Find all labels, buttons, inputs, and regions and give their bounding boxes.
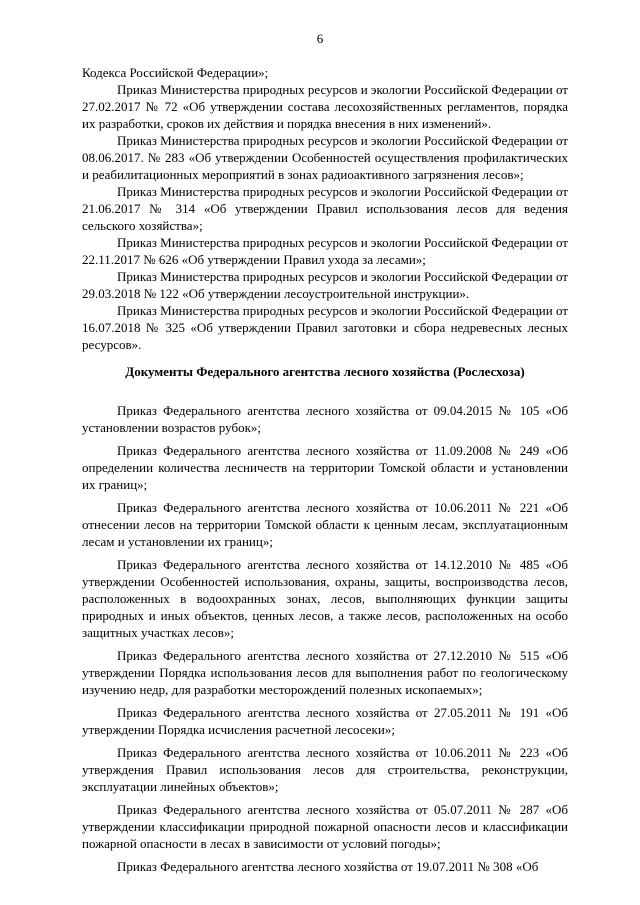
paragraph: Приказ Федерального агентства лесного хозяйства от 27.12.2010 № 515 «Об утверждении Порядка использования лесов для выполнения работ по геологическому изучению недр, для разработки месторождений полезных ископаемых»; [82, 648, 568, 697]
paragraph: Приказ Федерального агентства лесного хозяйства от 27.05.2011 № 191 «Об утверждении Порядка исчисления расчетной лесосеки»; [82, 705, 568, 737]
paragraph: Приказ Федерального агентства лесного хозяйства от 14.12.2010 № 485 «Об утверждении Особенностей использования, охраны, защиты, воспроизводства лесов, расположенных в водоохранных зонах, лесов, выполняющих функции защиты природных и иных объектов, ценных лесов, а также лесов, расположенных на особо защитных участках лесов»; [82, 557, 568, 640]
paragraph: Приказ Федерального агентства лесного хозяйства от 05.07.2011 № 287 «Об утверждении классификации природной пожарной опасности лесов и классификации пожарной опасности в лесах в зависимости от условий погоды»; [82, 802, 568, 851]
paragraph: Приказ Федерального агентства лесного хозяйства от 19.07.2011 № 308 «Об [117, 859, 539, 874]
page-content [82, 64, 568, 881]
rosleshoz-section [82, 402, 568, 875]
paragraph: Приказ Министерства природных ресурсов и экологии Российской Федерации от 29.03.2018 № 122 «Об утверждении лесоустроительной инструкции». [82, 269, 568, 301]
paragraph: Кодекса Российской Федерации»; [82, 65, 269, 80]
paragraph: Приказ Федерального агентства лесного хозяйства от 10.06.2011 № 221 «Об отнесении лесов на территории Томской области к ценным лесам, эксплуатационным лесам и установлении их границ»; [82, 500, 568, 549]
page-number: 6 [316, 31, 324, 46]
paragraph: Приказ Министерства природных ресурсов и экологии Российской Федерации от 08.06.2017. № 283 «Об утверждении Особенностей осуществления профилактических и реабилитационных мероприятий в зонах радиоактивного загрязнения лесов»; [82, 133, 568, 182]
paragraph: Приказ Федерального агентства лесного хозяйства от 10.06.2011 № 223 «Об утверждения Правил использования лесов для строительства, реконструкции, эксплуатации линейных объектов»; [82, 745, 568, 794]
minpriroda-section [82, 64, 568, 353]
paragraph: Приказ Министерства природных ресурсов и экологии Российской Федерации от 21.06.2017 № 314 «Об утверждении Правил использования лесов для ведения сельского хозяйства»; [82, 184, 568, 233]
section-heading: Документы Федерального агентства лесного хозяйства (Рослесхоза) [125, 364, 525, 379]
paragraph: Приказ Министерства природных ресурсов и экологии Российской Федерации от 27.02.2017 № 72 «Об утверждении состава лесохозяйственных регламентов, порядка их разработки, сроков их действия и порядка внесения в них изменений». [82, 82, 568, 131]
paragraph: Приказ Федерального агентства лесного хозяйства от 11.09.2008 № 249 «Об определении количества лесничеств на территории Томской области и установлении их границ»; [82, 443, 568, 492]
paragraph: Приказ Министерства природных ресурсов и экологии Российской Федерации от 16.07.2018 № 325 «Об утверждении Правил заготовки и сбора недревесных лесных ресурсов». [82, 303, 568, 352]
paragraph: Приказ Федерального агентства лесного хозяйства от 09.04.2015 № 105 «Об установлении возрастов рубок»; [82, 403, 568, 435]
paragraph: Приказ Министерства природных ресурсов и экологии Российской Федерации от 22.11.2017 № 626 «Об утверждении Правил ухода за лесами»; [82, 235, 568, 267]
